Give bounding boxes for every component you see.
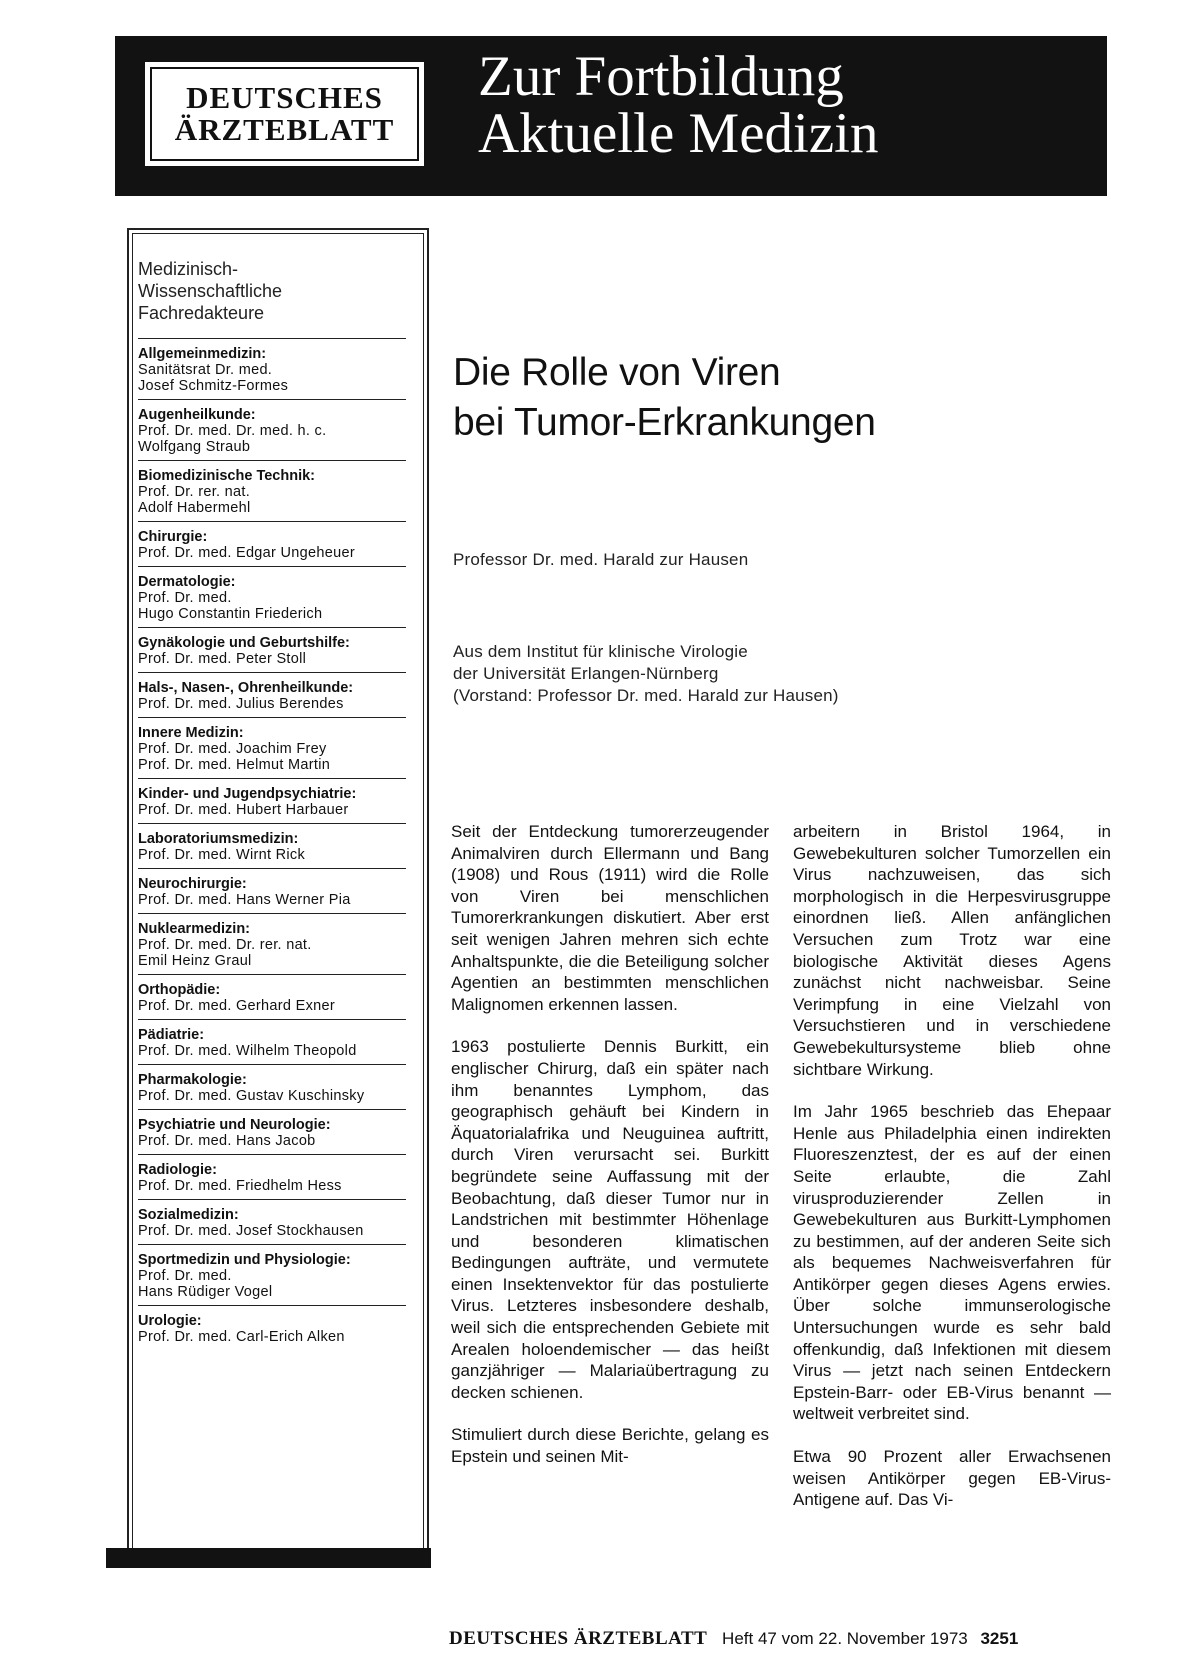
- editor-entry: [138, 400, 410, 460]
- editors-heading-line: Wissenschaftliche: [138, 281, 283, 301]
- editor-name: Prof. Dr. med.: [138, 590, 232, 606]
- editor-entry: [138, 914, 410, 974]
- section-title-line: Zur Fortbildung: [478, 45, 844, 108]
- page-number: 3251: [980, 1629, 1019, 1648]
- editor-name: Prof. Dr. med. Julius Berendes: [138, 696, 344, 712]
- editors-heading-line: Fachredakteure: [138, 303, 265, 323]
- body-paragraph: Stimuliert durch diese Berichte, gelang es Epstein und seinen Mit-: [451, 1425, 769, 1467]
- section-title: [478, 45, 879, 165]
- editor-name: Prof. Dr. med.: [138, 1268, 232, 1284]
- article-title: [453, 348, 876, 448]
- masthead-logo: [145, 62, 424, 166]
- editor-specialty: Pädiatrie:: [138, 1027, 205, 1043]
- body-paragraph: 1963 postulierte Dennis Burkitt, ein englischer Chirurg, daß ein später nach ihm benanntes Lymphom, das geographisch gehäuft bei Kindern in Äquatorialafrika und Neuguinea auftritt, durch Viren verursacht sei. Burkitt begründete seine Auffassung mit der Beobachtung, daß dieser Tumor nur in Landstrichen mit bestimmter Höhenlage und besonderen klimatischen Bedingungen aufträte, und vermutete einen Insektenvektor für das postulierte Virus. Letzteres insbesondere deshalb, weil sich die entsprechenden Gebiete mit Arealen holoendemischer — das heißt ganzjähriger — Malariaübertragung zu decken schienen.: [451, 1037, 769, 1402]
- article-title-line: bei Tumor-Erkrankungen: [453, 401, 876, 444]
- article-author: Professor Dr. med. Harald zur Hausen: [453, 550, 749, 569]
- editor-entry: [138, 975, 410, 1019]
- editor-entry: [138, 1200, 410, 1244]
- body-paragraph: Im Jahr 1965 beschrieb das Ehepaar Henle aus Philadelphia einen indirekten Fluoreszenztest, der es auf der einen Seite erlaubte, die Zahl virusproduzierender Zellen in Gewebekulturen aus Burkitt-Lymphomen zu bestimmen, auf der anderen Seite sich als bequemes Nachweisverfahren für Antikörper gegen dieses Agens erwies. Über solche immunserologische Untersuchungen wurde es sehr bald offenkundig, daß Infektionen mit diesem Virus — jetzt nach seinen Entdeckern Epstein-Barr- oder EB-Virus benannt — weltweit verbreitet sind.: [793, 1102, 1111, 1424]
- editor-specialty: Orthopädie:: [138, 982, 221, 998]
- editor-specialty: Augenheilkunde:: [138, 407, 256, 423]
- masthead-line: ÄRZTEBLATT: [174, 112, 395, 147]
- editor-entry: [138, 779, 410, 823]
- affiliation-line: (Vorstand: Professor Dr. med. Harald zur Hausen): [453, 686, 839, 705]
- editor-entry: [138, 461, 410, 521]
- editor-name: Prof. Dr. med. Hans Werner Pia: [138, 892, 351, 908]
- editor-specialty: Sozialmedizin:: [138, 1207, 239, 1223]
- editor-specialty: Hals-, Nasen-, Ohrenheilkunde:: [138, 680, 354, 696]
- editor-name: Prof. Dr. med. Friedhelm Hess: [138, 1178, 342, 1194]
- editor-name: Prof. Dr. med. Dr. rer. nat.: [138, 937, 312, 953]
- editor-name: Prof. Dr. rer. nat.: [138, 484, 251, 500]
- editor-specialty: Nuklearmedizin:: [138, 921, 250, 937]
- editor-name: Hugo Constantin Friederich: [138, 606, 323, 622]
- editor-name: Prof. Dr. med. Gerhard Exner: [138, 998, 335, 1014]
- editors-heading-line: Medizinisch-: [138, 259, 239, 279]
- editor-name: Prof. Dr. med. Carl-Erich Alken: [138, 1329, 345, 1345]
- editor-name: Prof. Dr. med. Peter Stoll: [138, 651, 307, 667]
- editor-entry: [138, 1020, 410, 1064]
- body-column-1: [451, 821, 769, 1468]
- editor-specialty: Innere Medizin:: [138, 725, 244, 741]
- editor-name: Prof. Dr. med. Wilhelm Theopold: [138, 1043, 357, 1059]
- editor-name: Prof. Dr. med. Hubert Harbauer: [138, 802, 349, 818]
- editor-specialty: Allgemeinmedizin:: [138, 346, 267, 362]
- editor-entry: [138, 567, 410, 627]
- editor-name: Hans Rüdiger Vogel: [138, 1284, 273, 1300]
- editor-name: Josef Schmitz-Formes: [138, 378, 289, 394]
- editor-specialty: Sportmedizin und Physiologie:: [138, 1252, 351, 1268]
- editor-name: Prof. Dr. med. Wirnt Rick: [138, 847, 306, 863]
- body-paragraph: arbeitern in Bristol 1964, in Gewebekulturen solcher Tumorzellen ein Virus nachzuweisen, das sich morphologisch in die Herpesvirusgruppe einordnen ließ. Allen anfänglichen Versuchen zum Trotz war eine biologische Aktivität dieses Agens zunächst nicht nachweisbar. Seine Verimpfung in eine Vielzahl von Versuchstieren und in verschiedene Gewebekultursysteme blieb ohne sichtbare Wirkung.: [793, 822, 1111, 1079]
- editor-specialty: Urologie:: [138, 1313, 202, 1329]
- editor-name: Prof. Dr. med. Helmut Martin: [138, 757, 331, 773]
- masthead-line: DEUTSCHES: [186, 80, 383, 115]
- footer-brand: DEUTSCHES ÄRZTEBLATT: [449, 1628, 708, 1649]
- article-title-line: Die Rolle von Viren: [453, 351, 781, 394]
- editor-entry: [138, 1306, 410, 1350]
- footer-issue: Heft 47 vom 22. November 1973: [722, 1629, 968, 1648]
- editor-name: Wolfgang Straub: [138, 439, 251, 455]
- editor-entry: [138, 673, 410, 717]
- editors-sections: [138, 338, 410, 1350]
- editor-entry: [138, 1155, 410, 1199]
- sidebar-footer-bar: [106, 1548, 431, 1568]
- affiliation-line: Aus dem Institut für klinische Virologie: [453, 642, 748, 661]
- editor-specialty: Psychiatrie und Neurologie:: [138, 1117, 331, 1133]
- editor-entry: [138, 1110, 410, 1154]
- editor-entry: [138, 824, 410, 868]
- editor-entry: [138, 1065, 410, 1109]
- editor-name: Prof. Dr. med. Hans Jacob: [138, 1133, 316, 1149]
- body-paragraph: Etwa 90 Prozent aller Erwachsenen weisen Antikörper gegen EB-Virus-Antigene auf. Das Vi-: [793, 1447, 1111, 1510]
- editor-entry: [138, 628, 410, 672]
- editor-entry: [138, 522, 410, 566]
- editor-name: Prof. Dr. med. Gustav Kuschinsky: [138, 1088, 365, 1104]
- editor-specialty: Pharmakologie:: [138, 1072, 247, 1088]
- editors-list: [138, 258, 410, 1350]
- editor-specialty: Laboratoriumsmedizin:: [138, 831, 299, 847]
- editor-specialty: Gynäkologie und Geburtshilfe:: [138, 635, 350, 651]
- article-affiliation: [453, 641, 839, 707]
- body-paragraph: Seit der Entdeckung tumorerzeugender Animalviren durch Ellermann und Bang (1908) und Rous (1911) wird die Rolle von Viren bei menschlichen Tumorerkrankungen diskutiert. Aber erst seit wenigen Jahren mehren sich echte Anhaltspunkte, die die Beteiligung solcher Agentien an bestimmten menschlichen Malignomen erkennen lassen.: [451, 822, 769, 1014]
- editor-specialty: Chirurgie:: [138, 529, 208, 545]
- editor-name: Prof. Dr. med. Josef Stockhausen: [138, 1223, 364, 1239]
- editor-name: Prof. Dr. med. Joachim Frey: [138, 741, 327, 757]
- editor-specialty: Biomedizinische Technik:: [138, 468, 315, 484]
- section-title-line: Aktuelle Medizin: [478, 102, 879, 165]
- editor-name: Prof. Dr. med. Dr. med. h. c.: [138, 423, 327, 439]
- body-column-2: [793, 821, 1111, 1511]
- editor-specialty: Radiologie:: [138, 1162, 217, 1178]
- editor-entry: [138, 339, 410, 399]
- editor-specialty: Neurochirurgie:: [138, 876, 247, 892]
- editor-name: Emil Heinz Graul: [138, 953, 252, 969]
- editor-specialty: Dermatologie:: [138, 574, 236, 590]
- editor-specialty: Kinder- und Jugendpsychiatrie:: [138, 786, 357, 802]
- editors-heading: [138, 258, 410, 324]
- editor-name: Adolf Habermehl: [138, 500, 251, 516]
- editor-entry: [138, 1245, 410, 1305]
- editor-name: Prof. Dr. med. Edgar Ungeheuer: [138, 545, 355, 561]
- editor-entry: [138, 869, 410, 913]
- editor-name: Sanitätsrat Dr. med.: [138, 362, 273, 378]
- affiliation-line: der Universität Erlangen-Nürnberg: [453, 664, 719, 683]
- editor-entry: [138, 718, 410, 778]
- page-footer: [449, 1628, 1018, 1650]
